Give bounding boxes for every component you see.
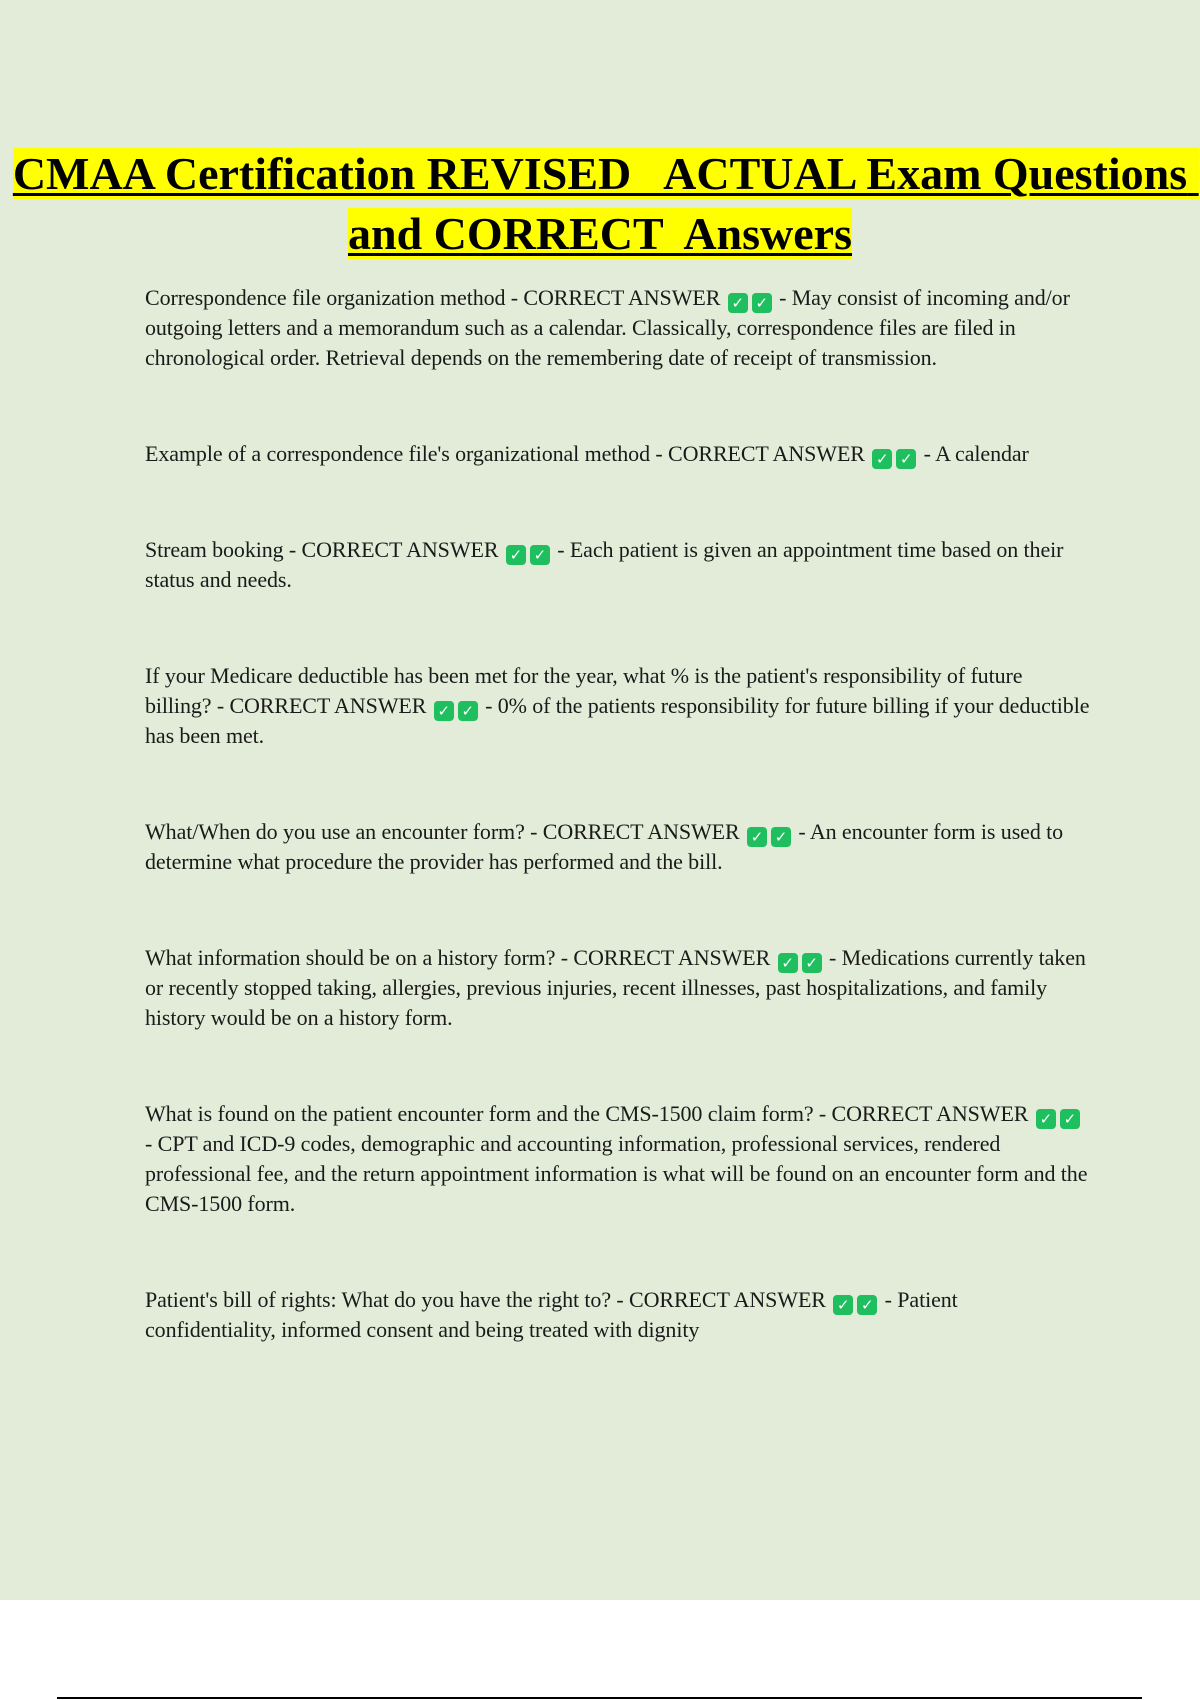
question-text: If your Medicare deductible has been met for the year, what % is the patient's responsibility of future billing? - CORRECT ANSWER (145, 663, 1023, 718)
check-mark-icon: ✓ (728, 293, 748, 313)
check-mark-icon: ✓ (747, 827, 767, 847)
question-text: What/When do you use an encounter form? - CORRECT ANSWER (145, 819, 740, 844)
check-mark-icon: ✓ (857, 1295, 877, 1315)
qa-item (145, 439, 1090, 469)
check-mark-icon: ✓ (778, 953, 798, 973)
qa-item (145, 943, 1090, 1033)
check-mark-icon: ✓ (458, 701, 478, 721)
check-mark-icon: ✓ (434, 701, 454, 721)
check-mark-icon: ✓ (530, 545, 550, 565)
check-mark-icon: ✓ (771, 827, 791, 847)
check-mark-icon: ✓ (872, 449, 892, 469)
answer-text: - Each patient is given an appointment time based on their status and needs. (145, 537, 1064, 592)
question-text: What is found on the patient encounter form and the CMS-1500 claim form? - CORRECT ANSWER (145, 1101, 1029, 1126)
question-text: Correspondence file organization method - CORRECT ANSWER (145, 285, 721, 310)
answer-text: - May consist of incoming and/or outgoing letters and a memorandum such as a calendar. Classically, correspondence files are filed in chronological order. Retrieval depends on the remembering date of receipt of transmission. (145, 285, 1070, 370)
check-mark-icon: ✓ (506, 545, 526, 565)
check-mark-icon: ✓ (752, 293, 772, 313)
answer-text: - 0% of the patients responsibility for future billing if your deductible has been met. (145, 693, 1090, 748)
answer-text: - An encounter form is used to determine what procedure the provider has performed and the bill. (145, 819, 1064, 874)
question-text: Patient's bill of rights: What do you have the right to? - CORRECT ANSWER (145, 1287, 826, 1312)
answer-text: - CPT and ICD-9 codes, demographic and accounting information, professional services, rendered professional fee, and the return appointment information is what will be found on an encounter form and the CMS-1500 form. (145, 1131, 1088, 1216)
question-text: Example of a correspondence file's organizational method - CORRECT ANSWER (145, 441, 865, 466)
check-mark-icon: ✓ (1060, 1109, 1080, 1129)
question-text: Stream booking - CORRECT ANSWER (145, 537, 499, 562)
qa-item (145, 535, 1090, 595)
question-text: What information should be on a history form? - CORRECT ANSWER (145, 945, 771, 970)
answer-text: - A calendar (923, 441, 1029, 466)
answer-text: - Patient confidentiality, informed consent and being treated with dignity (145, 1287, 958, 1342)
check-mark-icon: ✓ (1036, 1109, 1056, 1129)
document-title: CMAA Certification REVISED ACTUAL Exam Questions and CORRECT Answers (12, 148, 1199, 259)
check-mark-icon: ✓ (802, 953, 822, 973)
qa-item (145, 661, 1090, 751)
qa-list (145, 283, 1090, 1411)
qa-item (145, 817, 1090, 877)
qa-item (145, 1099, 1090, 1219)
check-mark-icon: ✓ (833, 1295, 853, 1315)
answer-text: - Medications currently taken or recently stopped taking, allergies, previous injuries, recent illnesses, past hospitalizations, and family history would be on a history form. (145, 945, 1086, 1030)
title-block (0, 144, 1200, 264)
qa-item (145, 283, 1090, 373)
qa-item (145, 1285, 1090, 1345)
check-mark-icon: ✓ (896, 449, 916, 469)
page-bottom-rule (57, 1697, 1142, 1699)
